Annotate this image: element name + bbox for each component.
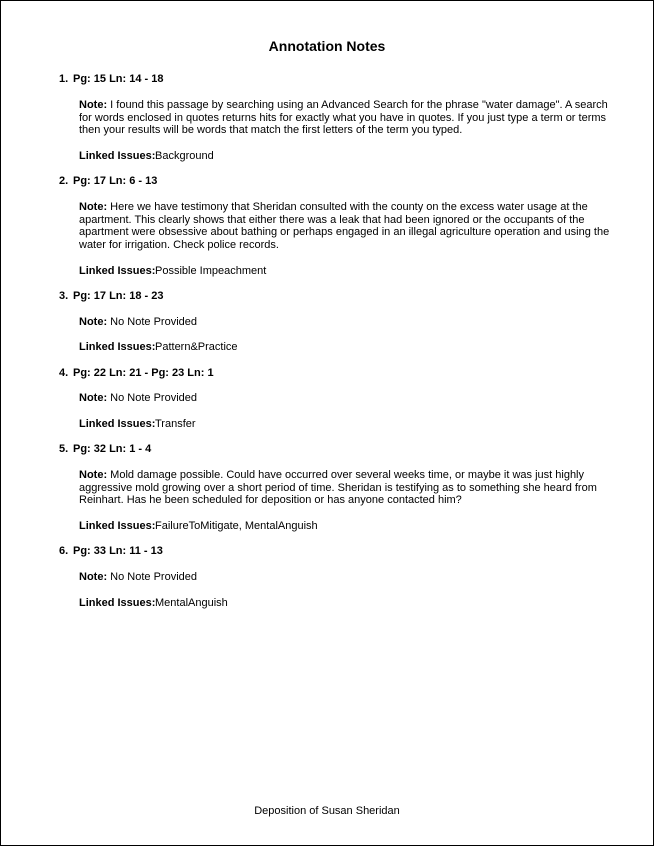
linked-issues-label: Linked Issues: [79,150,156,162]
note-text: I found this passage by searching using an Advanced Search for the phrase "water damage". A search for words enclosed in quotes returns hits for exactly what you have in quotes. If you just type a term or terms then your results will be words that match the first letters of the term you typed. [79,99,608,136]
linked-issues-label: Linked Issues: [79,597,156,609]
note-text: Here we have testimony that Sheridan consulted with the county on the excess water usage at the apartment. This clearly shows that either there was a leak that had been ignored or the occupants of the apartment were obsessive about bathing or perhaps engaged in an illegal agriculture operation and using the water for irrigation. Check police records. [79,201,610,251]
annotation-number: 4. [59,367,69,379]
annotation-note [79,571,611,584]
note-label: Note: [79,571,108,583]
linked-issues-value: Possible Impeachment [155,265,267,277]
annotation-heading [59,175,157,188]
linked-issues-value: Background [155,150,214,162]
note-label: Note: [79,201,108,213]
note-text: No Note Provided [110,571,197,583]
annotation-number: 3. [59,290,69,302]
annotation-note [79,99,611,137]
linked-issues [79,341,238,354]
annotation-note [79,392,611,405]
note-text: Mold damage possible. Could have occurred over several weeks time, or maybe it was just highly aggressive mold growing over a short period of time. Sheridan is testifying as to something she heard from Reinhart. Has he been scheduled for deposition or has anyone contacted him? [79,469,597,506]
note-text: No Note Provided [110,392,197,404]
linked-issues-label: Linked Issues: [79,418,156,430]
annotation-citation: Pg: 22 Ln: 21 - Pg: 23 Ln: 1 [73,367,214,379]
linked-issues [79,520,318,533]
annotation-heading [59,73,163,86]
annotation-heading [59,545,163,558]
annotation-note [79,469,611,507]
linked-issues-value: FailureToMitigate, MentalAnguish [155,520,318,532]
linked-issues-label: Linked Issues: [79,341,156,353]
annotation-citation: Pg: 33 Ln: 11 - 13 [73,545,163,557]
annotation-citation: Pg: 15 Ln: 14 - 18 [73,73,164,85]
annotation-number: 5. [59,443,69,455]
linked-issues-value: Pattern&Practice [155,341,238,353]
annotation-citation: Pg: 32 Ln: 1 - 4 [73,443,152,455]
linked-issues-label: Linked Issues: [79,520,156,532]
linked-issues [79,597,228,610]
annotation-number: 2. [59,175,69,187]
page-footer: Deposition of Susan Sheridan [254,805,400,817]
linked-issues-value: MentalAnguish [155,597,228,609]
annotation-heading [59,443,151,456]
annotation-heading [59,367,214,380]
linked-issues-label: Linked Issues: [79,265,156,277]
linked-issues-value: Transfer [155,418,196,430]
annotation-note [79,201,611,251]
linked-issues [79,150,214,163]
linked-issues [79,265,266,278]
annotation-citation: Pg: 17 Ln: 18 - 23 [73,290,164,302]
note-label: Note: [79,316,108,328]
annotation-citation: Pg: 17 Ln: 6 - 13 [73,175,158,187]
linked-issues [79,418,196,431]
note-label: Note: [79,469,108,481]
note-label: Note: [79,99,108,111]
note-label: Note: [79,392,108,404]
annotation-note [79,316,611,329]
annotation-number: 1. [59,73,69,85]
annotation-number: 6. [59,545,69,557]
page-title: Annotation Notes [268,38,386,54]
annotation-heading [59,290,163,303]
note-text: No Note Provided [110,316,197,328]
